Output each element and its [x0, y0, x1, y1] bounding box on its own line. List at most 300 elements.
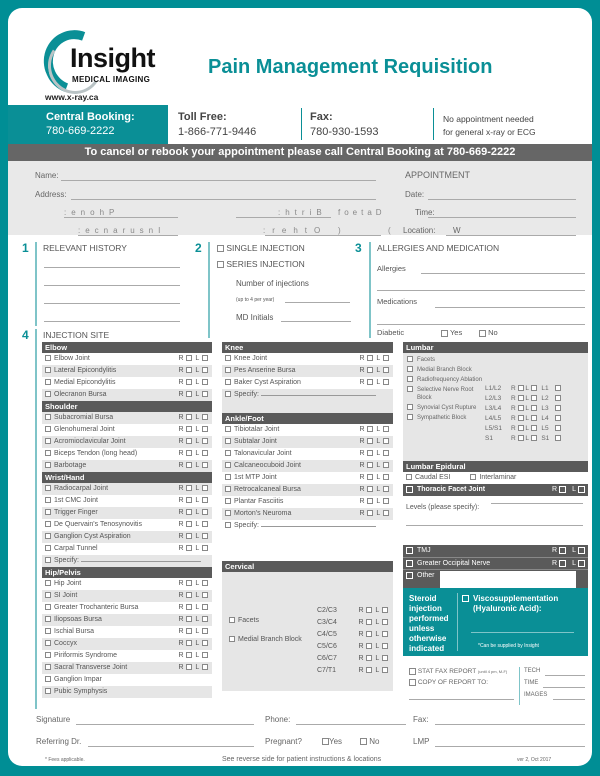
site-checkbox[interactable] [225, 474, 231, 480]
thoracic-checkbox[interactable] [406, 486, 413, 493]
list-item[interactable] [42, 460, 212, 472]
interlaminar-checkbox[interactable] [470, 474, 476, 480]
lumbar-header: Lumbar [403, 342, 588, 353]
lumbar-option-checkbox[interactable] [407, 404, 413, 410]
visco-checkbox[interactable] [462, 595, 469, 602]
requisition-form [8, 8, 592, 766]
list-item[interactable] [42, 483, 212, 495]
right-checkbox[interactable] [367, 367, 373, 373]
lumbar-option[interactable] [407, 404, 485, 412]
left-checkbox[interactable] [202, 545, 208, 551]
site-checkbox[interactable] [45, 379, 51, 385]
right-checkbox[interactable] [186, 509, 192, 515]
right-checkbox[interactable] [367, 486, 373, 492]
occipital-checkbox[interactable] [406, 560, 413, 567]
list-item[interactable] [42, 543, 212, 555]
left-checkbox[interactable] [382, 655, 388, 661]
list-item[interactable] [222, 365, 393, 377]
epidural-options [403, 472, 588, 484]
birth-field[interactable] [236, 217, 331, 218]
tmj-row[interactable] [403, 545, 588, 557]
root-checkbox[interactable] [555, 395, 561, 401]
images-field[interactable] [553, 699, 585, 700]
left-checkbox[interactable] [383, 367, 389, 373]
list-item[interactable] [42, 448, 212, 460]
right-checkbox[interactable] [186, 355, 192, 361]
referring-field[interactable] [88, 746, 254, 747]
site-checkbox[interactable] [45, 462, 51, 468]
right-checkbox[interactable] [186, 485, 192, 491]
right-checkbox[interactable] [367, 438, 373, 444]
lumbar-level[interactable] [485, 424, 587, 434]
copy-report-field[interactable] [409, 699, 514, 700]
site-checkbox[interactable] [225, 450, 231, 456]
location-value: W [453, 226, 461, 235]
left-checkbox[interactable] [202, 462, 208, 468]
right-checkbox[interactable] [186, 652, 192, 658]
left-checkbox[interactable] [202, 450, 208, 456]
list-item[interactable] [42, 602, 212, 614]
right-checkbox[interactable] [367, 462, 373, 468]
left-checkbox[interactable] [202, 640, 208, 646]
left-checkbox[interactable] [383, 462, 389, 468]
left-checkbox[interactable] [382, 667, 388, 673]
single-injection-option[interactable] [217, 243, 305, 253]
list-item[interactable] [42, 614, 212, 626]
r-label: R [358, 667, 364, 674]
site-checkbox[interactable] [45, 688, 51, 694]
ankle-specify[interactable] [222, 520, 393, 532]
left-checkbox[interactable] [202, 379, 208, 385]
allergies-field-2[interactable] [377, 290, 585, 291]
left-checkbox[interactable] [202, 652, 208, 658]
site-checkbox[interactable] [225, 426, 231, 432]
caudal-esi-option[interactable] [406, 474, 450, 481]
right-checkbox[interactable] [186, 580, 192, 586]
thoracic-facet-row[interactable] [403, 484, 588, 496]
lumbar-option-checkbox[interactable] [407, 366, 413, 372]
lumbar-option[interactable] [407, 376, 485, 384]
left-checkbox[interactable] [202, 580, 208, 586]
pregnant-yes-checkbox[interactable] [322, 738, 329, 745]
pregnant-no[interactable] [360, 737, 379, 746]
left-checkbox[interactable] [531, 395, 537, 401]
tech-field[interactable] [545, 675, 585, 676]
left-checkbox[interactable] [382, 619, 388, 625]
interlaminar-option[interactable] [470, 474, 516, 481]
level-label: L1/L2 [485, 385, 502, 392]
pregnant-no-checkbox[interactable] [360, 738, 367, 745]
left-checkbox[interactable] [531, 435, 537, 441]
diabetic-no[interactable] [479, 328, 498, 337]
right-checkbox[interactable] [366, 619, 372, 625]
list-item[interactable] [222, 448, 393, 460]
specify-checkbox[interactable] [45, 557, 51, 563]
right-checkbox[interactable] [186, 426, 192, 432]
left-checkbox[interactable] [202, 485, 208, 491]
list-item[interactable] [222, 377, 393, 389]
diabetic-yes-checkbox[interactable] [441, 330, 448, 337]
list-item[interactable] [42, 662, 212, 674]
list-item[interactable] [222, 460, 393, 472]
root-checkbox[interactable] [555, 435, 561, 441]
site-checkbox[interactable] [225, 438, 231, 444]
lumbar-option-label: Sympathetic Block [417, 415, 467, 421]
site-checkbox[interactable] [45, 521, 51, 527]
diabetic-no-checkbox[interactable] [479, 330, 486, 337]
left-checkbox[interactable] [202, 497, 208, 503]
lumbar-option-checkbox[interactable] [407, 414, 413, 420]
site-checkbox[interactable] [45, 355, 51, 361]
right-checkbox[interactable] [559, 547, 566, 554]
list-item[interactable] [222, 424, 393, 436]
l-label: L [195, 580, 200, 587]
insurance-field[interactable] [78, 235, 178, 236]
right-checkbox[interactable] [518, 395, 524, 401]
list-item[interactable] [42, 686, 212, 698]
occipital-row[interactable] [403, 557, 588, 569]
time-field-staff[interactable] [543, 687, 585, 688]
l-label: L [195, 462, 200, 469]
site-checkbox[interactable] [45, 497, 51, 503]
cervical-level[interactable] [314, 665, 392, 677]
lumbar-level[interactable] [485, 434, 587, 444]
copy-report-checkbox[interactable] [409, 679, 416, 686]
left-checkbox[interactable] [578, 486, 585, 493]
series-injection-option[interactable] [217, 259, 305, 269]
cervical-level[interactable] [314, 629, 392, 641]
phone-field[interactable] [64, 217, 178, 218]
right-checkbox[interactable] [186, 367, 192, 373]
r-label: R [178, 497, 184, 504]
lumbar-level[interactable] [485, 384, 587, 394]
site-checkbox[interactable] [225, 462, 231, 468]
site-checkbox[interactable] [45, 545, 51, 551]
left-checkbox[interactable] [382, 643, 388, 649]
right-checkbox[interactable] [518, 385, 524, 391]
left-checkbox[interactable] [202, 355, 208, 361]
cervical-medial-branch[interactable] [226, 634, 302, 646]
right-checkbox[interactable] [186, 497, 192, 503]
list-item[interactable] [222, 436, 393, 448]
list-item[interactable] [42, 377, 212, 389]
logo-text: Insight [70, 43, 155, 73]
list-item[interactable] [42, 495, 212, 507]
cervical-level[interactable] [314, 617, 392, 629]
fax-field[interactable] [435, 724, 585, 725]
levels-field[interactable] [491, 503, 583, 504]
right-checkbox[interactable] [367, 450, 373, 456]
right-checkbox[interactable] [367, 474, 373, 480]
right-checkbox[interactable] [366, 667, 372, 673]
specify-checkbox[interactable] [225, 522, 231, 528]
lumbar-level[interactable] [485, 394, 587, 404]
r-label: R [511, 435, 516, 442]
left-checkbox[interactable] [531, 425, 537, 431]
r-label: R [511, 425, 516, 432]
diabetic-yes[interactable] [441, 328, 462, 337]
right-checkbox[interactable] [186, 592, 192, 598]
facets-checkbox[interactable] [229, 617, 235, 623]
left-checkbox[interactable] [383, 426, 389, 432]
history-line[interactable] [44, 321, 180, 322]
site-checkbox[interactable] [45, 604, 51, 610]
right-checkbox[interactable] [186, 521, 192, 527]
right-checkbox[interactable] [186, 533, 192, 539]
phone-field[interactable] [296, 724, 406, 725]
site-label: Greater Trochanteric Bursa [54, 604, 139, 611]
left-checkbox[interactable] [202, 438, 208, 444]
root-checkbox[interactable] [555, 405, 561, 411]
left-checkbox[interactable] [383, 486, 389, 492]
right-checkbox[interactable] [518, 415, 524, 421]
left-checkbox[interactable] [383, 450, 389, 456]
site-checkbox[interactable] [45, 391, 51, 397]
right-checkbox[interactable] [186, 438, 192, 444]
signature-field[interactable] [76, 724, 254, 725]
list-item[interactable] [42, 590, 212, 602]
right-checkbox[interactable] [186, 462, 192, 468]
right-checkbox[interactable] [186, 664, 192, 670]
site-checkbox[interactable] [45, 640, 51, 646]
list-item[interactable] [42, 674, 212, 686]
site-checkbox[interactable] [45, 414, 51, 420]
site-checkbox[interactable] [45, 580, 51, 586]
list-item[interactable] [42, 507, 212, 519]
right-checkbox[interactable] [186, 450, 192, 456]
site-checkbox[interactable] [225, 510, 231, 516]
note-line-1: No appointment needed [443, 114, 534, 124]
site-checkbox[interactable] [45, 438, 51, 444]
cervical-level[interactable] [314, 605, 392, 617]
right-checkbox[interactable] [366, 643, 372, 649]
left-checkbox[interactable] [531, 415, 537, 421]
site-checkbox[interactable] [45, 533, 51, 539]
steroid-panel [403, 588, 588, 656]
site-checkbox[interactable] [225, 486, 231, 492]
medications-field-2[interactable] [377, 324, 585, 325]
lumbar-option-checkbox[interactable] [407, 376, 413, 382]
appointment-time-field[interactable] [428, 217, 576, 218]
lumbar-option-checkbox[interactable] [407, 386, 413, 392]
other-input[interactable] [440, 571, 576, 588]
left-checkbox[interactable] [202, 628, 208, 634]
right-checkbox[interactable] [186, 640, 192, 646]
lumbar-option[interactable] [407, 366, 485, 374]
site-checkbox[interactable] [225, 355, 231, 361]
allergies-field[interactable] [421, 273, 585, 274]
left-checkbox[interactable] [202, 426, 208, 432]
stat-fax-checkbox[interactable] [409, 668, 416, 675]
right-checkbox[interactable] [518, 435, 524, 441]
single-injection-checkbox[interactable] [217, 245, 224, 252]
lumbar-level[interactable] [485, 404, 587, 414]
left-checkbox[interactable] [383, 438, 389, 444]
left-checkbox[interactable] [202, 367, 208, 373]
list-item[interactable] [222, 472, 393, 484]
left-checkbox[interactable] [202, 592, 208, 598]
list-item[interactable] [42, 519, 212, 531]
divider [433, 108, 434, 140]
right-checkbox[interactable] [559, 486, 566, 493]
left-checkbox[interactable] [383, 379, 389, 385]
time-label-staff: TIME [524, 680, 539, 686]
no-label: No [488, 328, 498, 337]
series-injection-checkbox[interactable] [217, 261, 224, 268]
site-checkbox[interactable] [45, 664, 51, 670]
levels-field-2[interactable] [406, 525, 583, 526]
list-item[interactable] [42, 365, 212, 377]
site-checkbox[interactable] [45, 652, 51, 658]
copy-report-option[interactable] [409, 679, 488, 686]
site-checkbox[interactable] [225, 379, 231, 385]
lumbar-option-checkbox[interactable] [407, 356, 413, 362]
other-checkbox[interactable] [406, 572, 413, 579]
right-checkbox[interactable] [518, 405, 524, 411]
right-checkbox[interactable] [367, 379, 373, 385]
cervical-panel [222, 561, 393, 691]
root-checkbox[interactable] [555, 385, 561, 391]
list-item[interactable] [222, 496, 393, 508]
right-checkbox[interactable] [518, 425, 524, 431]
list-item[interactable] [42, 638, 212, 650]
left-checkbox[interactable] [202, 414, 208, 420]
caudal-esi-checkbox[interactable] [406, 474, 412, 480]
left-checkbox[interactable] [383, 510, 389, 516]
medial-branch-checkbox[interactable] [229, 636, 235, 642]
specify-checkbox[interactable] [225, 391, 231, 397]
pregnant-yes[interactable] [322, 737, 342, 746]
right-checkbox[interactable] [367, 426, 373, 432]
wrist-specify[interactable] [42, 555, 212, 567]
site-checkbox[interactable] [225, 498, 231, 504]
location-field[interactable] [446, 235, 576, 236]
right-checkbox[interactable] [559, 560, 566, 567]
right-checkbox[interactable] [186, 414, 192, 420]
name-field[interactable] [61, 180, 376, 181]
medications-field[interactable] [435, 307, 585, 308]
lumbar-option[interactable] [407, 414, 485, 422]
stat-fax-option[interactable] [409, 668, 507, 675]
right-checkbox[interactable] [186, 545, 192, 551]
history-line[interactable] [44, 267, 180, 268]
lumbar-option[interactable] [407, 356, 485, 364]
right-checkbox[interactable] [186, 379, 192, 385]
list-item[interactable] [222, 353, 393, 365]
list-item[interactable] [42, 436, 212, 448]
list-item[interactable] [42, 650, 212, 662]
left-checkbox[interactable] [202, 604, 208, 610]
list-item[interactable] [42, 424, 212, 436]
site-checkbox[interactable] [45, 616, 51, 622]
left-checkbox[interactable] [531, 385, 537, 391]
list-item[interactable] [42, 412, 212, 424]
history-line[interactable] [44, 285, 180, 286]
right-checkbox[interactable] [186, 616, 192, 622]
right-checkbox[interactable] [186, 628, 192, 634]
site-checkbox[interactable] [45, 676, 51, 682]
lumbar-epidural-header: Lumbar Epidural [403, 461, 588, 472]
lmp-field[interactable] [435, 746, 585, 747]
r-label: R [358, 655, 364, 662]
interlaminar-label: Interlaminar [479, 474, 517, 481]
visco-field[interactable] [471, 632, 574, 633]
site-checkbox[interactable] [45, 450, 51, 456]
left-checkbox[interactable] [578, 560, 585, 567]
cervical-level[interactable] [314, 641, 392, 653]
right-checkbox[interactable] [367, 355, 373, 361]
site-checkbox[interactable] [45, 485, 51, 491]
left-checkbox[interactable] [382, 607, 388, 613]
lmp-label: LMP [413, 737, 430, 746]
left-checkbox[interactable] [383, 498, 389, 504]
appointment-date-field[interactable] [428, 199, 576, 200]
right-checkbox[interactable] [186, 391, 192, 397]
levels-label: Levels (please specify): [406, 504, 480, 511]
knee-header: Knee [222, 342, 393, 353]
list-item[interactable] [42, 626, 212, 638]
right-checkbox[interactable] [186, 604, 192, 610]
cervical-level[interactable] [314, 653, 392, 665]
list-item[interactable] [222, 484, 393, 496]
tmj-checkbox[interactable] [406, 547, 413, 554]
history-line[interactable] [44, 303, 180, 304]
list-item[interactable] [222, 508, 393, 520]
right-checkbox[interactable] [367, 498, 373, 504]
list-item[interactable] [42, 531, 212, 543]
cervical-facets[interactable] [226, 615, 259, 627]
list-item[interactable] [42, 353, 212, 365]
lumbar-option-label: Medial Branch Block [417, 367, 472, 373]
site-checkbox[interactable] [225, 367, 231, 373]
left-checkbox[interactable] [578, 547, 585, 554]
right-checkbox[interactable] [366, 607, 372, 613]
address-field[interactable] [71, 199, 376, 200]
right-checkbox[interactable] [367, 510, 373, 516]
left-checkbox[interactable] [383, 474, 389, 480]
injection-count-field[interactable] [285, 302, 350, 303]
section-bar [369, 242, 371, 338]
list-item[interactable] [42, 389, 212, 401]
left-checkbox[interactable] [383, 355, 389, 361]
root-checkbox[interactable] [555, 415, 561, 421]
site-checkbox[interactable] [45, 426, 51, 432]
site-label: Sacral Transverse Joint [54, 664, 128, 671]
right-checkbox[interactable] [366, 655, 372, 661]
left-checkbox[interactable] [202, 521, 208, 527]
left-checkbox[interactable] [202, 533, 208, 539]
occipital-label: Greater Occipital Nerve [417, 560, 491, 567]
site-checkbox[interactable] [45, 628, 51, 634]
site-checkbox[interactable] [45, 509, 51, 515]
left-checkbox[interactable] [531, 405, 537, 411]
other-field[interactable] [265, 235, 381, 236]
left-checkbox[interactable] [202, 391, 208, 397]
site-checkbox[interactable] [45, 367, 51, 373]
lumbar-level[interactable] [485, 414, 587, 424]
md-initials-field[interactable] [281, 321, 351, 322]
lumbar-option[interactable] [407, 386, 485, 402]
left-checkbox[interactable] [202, 664, 208, 670]
list-item[interactable] [42, 578, 212, 590]
left-checkbox[interactable] [202, 616, 208, 622]
knee-specify[interactable] [222, 389, 393, 413]
right-checkbox[interactable] [366, 631, 372, 637]
left-checkbox[interactable] [202, 509, 208, 515]
left-checkbox[interactable] [382, 631, 388, 637]
root-checkbox[interactable] [555, 425, 561, 431]
site-checkbox[interactable] [45, 592, 51, 598]
